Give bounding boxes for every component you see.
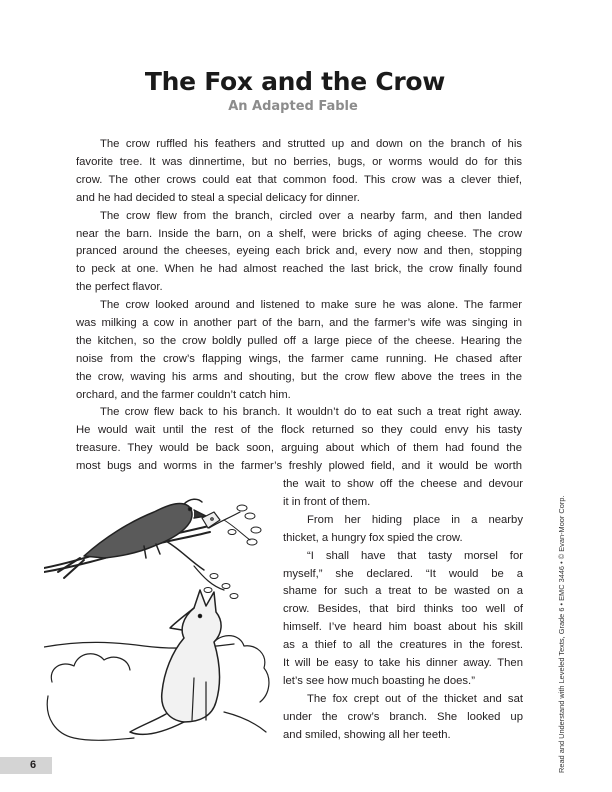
paragraph-2 (76, 208, 522, 298)
text-line: myself,” she declared. “It would be a (283, 567, 523, 580)
text-line: shame for such a treat to be wasted on a (283, 585, 523, 598)
paragraph-5 (283, 512, 523, 548)
text-line: thicket, a hungry fox spied the crow. (283, 531, 463, 544)
text-line: He would wait until the rest of the flock returned so they could envy his tasty (76, 424, 522, 437)
text-line: “I shall have that tasty morsel for (307, 549, 523, 562)
page-title: The Fox and the Crow (144, 67, 446, 96)
text-line: and smiled, showing all her teeth. (283, 728, 451, 741)
paragraph-4-continued (283, 476, 523, 512)
fox-figure (130, 590, 221, 734)
paragraph-4 (76, 404, 522, 476)
page-number-tab (0, 757, 52, 774)
text-line: was milking a cow in another part of the barn, and the farmer’s wife was singing in (76, 316, 522, 329)
text-line: to peck at one. When he had almost reached the last brick, the crow finally found (76, 263, 522, 276)
text-line: the perfect flavor. (76, 281, 163, 294)
text-line: favorite tree. It was dinnertime, but no berries, bugs, or worms would do for this (76, 155, 522, 168)
page-subtitle: An Adapted Fable (228, 99, 358, 114)
text-line: treasure. They would be back soon, arguing about which of them had found the (76, 442, 522, 455)
text-line: it in front of them. (283, 495, 371, 508)
text-line: From her hiding place in a nearby (307, 513, 523, 526)
text-line: near the barn. Inside the barn, on a shelf, were bricks of aging cheese. The crow (76, 227, 522, 240)
text-line: let’s see how much boasting he does.” (283, 674, 475, 687)
crow-and-fox-illustration (44, 482, 276, 752)
text-line: The fox crept out of the thicket and sat (307, 692, 523, 705)
page-number: 6 (30, 759, 37, 771)
text-line: The crow looked around and listened to make sure he was alone. The farmer (100, 299, 522, 311)
text-line: crow. Besides, that bird thinks too well of (283, 603, 523, 616)
text-line: crow. The other crows could eat that common food. This crow was a clever thief, (76, 173, 522, 186)
text-line: The crow flew back to his branch. It wouldn’t do to eat such a treat right away. (100, 406, 522, 419)
paragraph-7 (283, 691, 523, 745)
text-line: as a thief to all the creatures in the forest. (283, 639, 523, 652)
text-line: the kitchen, so the crow boldly pulled off a large piece of the cheese. Hearing the (76, 334, 522, 347)
text-line: orchard, and the farmer couldn’t catch him. (76, 388, 291, 401)
text-line: pranced around the cheeses, eyeing each brick and, every now and then, stopping (76, 245, 522, 258)
text-line: himself. I’ve heard him boast about his skill (283, 621, 523, 634)
text-line: The crow flew from the branch, circled over a nearby farm, and then landed (100, 209, 522, 222)
text-line: the wait to show off the cheese and devour (283, 478, 523, 490)
paragraph-3 (76, 297, 522, 404)
thicket-bushes (47, 636, 269, 741)
text-line: the crow, waving his arms and shouting, but the crow flew above the trees in the (76, 370, 522, 383)
publisher-credit: Read and Understand with Leveled Texts, Grade 6 • EMC 3446 • © Evan-Moor Corp. (557, 495, 566, 773)
cheese-illustration (202, 512, 220, 528)
text-line: under the crow’s branch. She looked up (283, 710, 523, 723)
text-line: noise from the crow’s flapping wings, the farmer came running. He chased after (76, 352, 522, 365)
paragraph-6 (283, 548, 523, 691)
text-line: and he had decided to steal a special delicacy for dinner. (76, 191, 360, 204)
paragraph-1 (76, 136, 522, 208)
text-line: most bugs and worms in the farmer’s freshly plowed field, and it would be worth (76, 460, 522, 473)
text-line: It will be easy to take his dinner away. Then (283, 657, 523, 670)
text-line: The crow ruffled his feathers and strutted up and down on the branch of his (100, 138, 522, 150)
